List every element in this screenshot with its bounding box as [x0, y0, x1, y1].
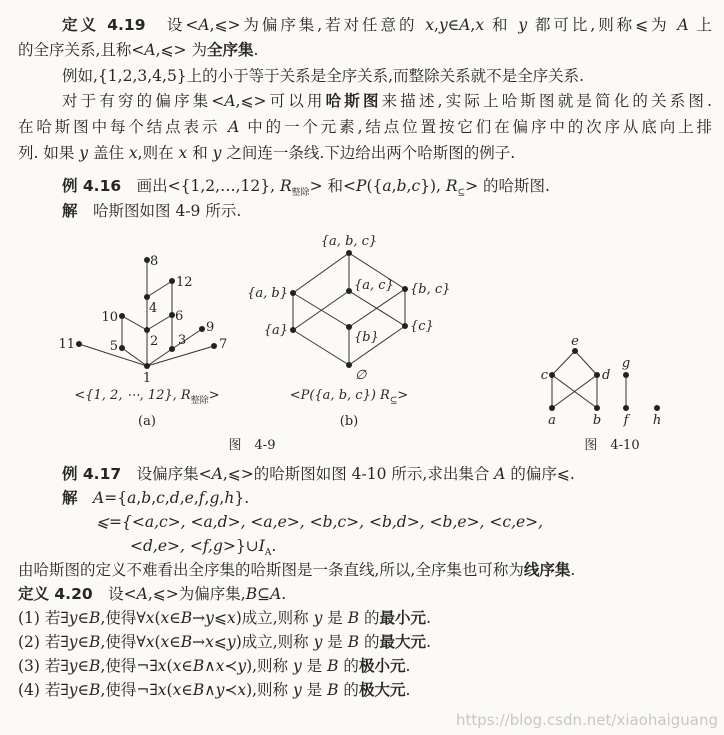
- text-segment: I: [258, 537, 265, 555]
- fig-4-9a-label: (a): [138, 414, 156, 429]
- node-label: {a, c}: [354, 278, 394, 293]
- text-segment: B: [327, 681, 339, 699]
- text-segment: }∪: [235, 537, 259, 555]
- text-segment: x: [145, 633, 155, 651]
- text-segment: y: [68, 633, 78, 651]
- fig-4-9a-caption: <{1, 2, ⋯, 12}, $R_{整除}>$: [74, 388, 220, 406]
- text-segment: 是: [322, 633, 348, 651]
- text-segment: x: [172, 681, 182, 699]
- text-segment: y: [518, 16, 528, 34]
- text-segment: 盖住: [88, 144, 129, 162]
- text-segment: y: [68, 609, 78, 627]
- bold-term: 定义 4.19: [62, 16, 146, 34]
- text-segment: ,: [204, 489, 210, 507]
- text-segment: 的: [338, 657, 359, 675]
- text-segment: x: [205, 633, 214, 651]
- text-segment: y: [68, 681, 78, 699]
- text-segment: c: [156, 489, 165, 507]
- text-segment: 和: [484, 16, 519, 34]
- node-label: b: [592, 413, 602, 428]
- fig-4-9b-label: (b): [339, 414, 359, 429]
- node-label: {a, b}: [247, 286, 288, 301]
- node-label: 3: [178, 333, 187, 348]
- bold-term: 解: [62, 202, 78, 220]
- hasse-edge: [293, 253, 349, 293]
- text-segment: .: [426, 633, 431, 651]
- hasse-node: [549, 372, 555, 378]
- text-segment: h: [224, 489, 235, 507]
- text-segment: .: [281, 585, 287, 603]
- text-segment: > 和<: [309, 177, 357, 195]
- text-segment: (: [154, 633, 161, 651]
- text-segment: y: [292, 657, 302, 675]
- text-segment: B: [180, 609, 193, 627]
- text-segment: ,: [391, 177, 397, 195]
- text-segment: 的全序关系,且称<: [18, 41, 145, 59]
- text-segment: y: [313, 609, 323, 627]
- hasse-node: [144, 327, 150, 333]
- text-segment: 都可比,则称⩽为: [527, 16, 678, 34]
- text-segment: R: [445, 177, 458, 195]
- text-segment: <d,e>, <f,g>: [130, 537, 236, 555]
- hasse-node: [199, 326, 205, 332]
- hasse-edge: [147, 281, 172, 297]
- text-segment: > 的哈斯图.: [465, 177, 550, 195]
- node-label: d: [602, 368, 611, 383]
- node-label: a: [548, 413, 556, 428]
- text-segment: y: [212, 144, 222, 162]
- text-segment: .: [253, 41, 259, 59]
- hasse-node: [594, 372, 600, 378]
- bold-term: 解: [62, 489, 78, 507]
- hasse-edge: [552, 351, 575, 375]
- node-label: 6: [175, 309, 184, 324]
- text-segment: 来描述,实际上哈斯图就是简化的关系图.: [381, 92, 712, 110]
- text-segment: y: [292, 681, 302, 699]
- text-segment: ∈: [77, 633, 90, 651]
- node-label: 2: [150, 334, 159, 349]
- text-segment: 的: [359, 609, 380, 627]
- text-segment: ,: [193, 489, 199, 507]
- text-segment: y: [438, 16, 448, 34]
- text-segment: B: [180, 633, 193, 651]
- text-segment: b: [141, 489, 152, 507]
- text-segment: B: [89, 609, 101, 627]
- bold-term: 最小元: [379, 609, 427, 627]
- text-segment: ∈: [447, 16, 460, 34]
- hasse-edge: [122, 348, 147, 366]
- node-label: f: [623, 413, 629, 428]
- text-segment: 列. 如果: [18, 144, 80, 162]
- hasse-node: [623, 372, 629, 378]
- text-segment: B: [347, 609, 360, 627]
- text-segment: R: [279, 177, 292, 195]
- bold-term: 例 4.16: [62, 177, 122, 195]
- text-segment: ∈: [181, 681, 193, 699]
- text-segment: 的偏序⩽.: [505, 465, 575, 483]
- text-segment: ,⩽>为偏序集,若对任意的: [209, 16, 426, 34]
- node-label: c: [540, 368, 548, 383]
- text-segment: x: [226, 609, 236, 627]
- node-label: {a, b, c}: [320, 234, 378, 249]
- text-segment: x: [145, 609, 155, 627]
- hasse-node: [549, 405, 555, 411]
- text-segment: a: [127, 489, 137, 507]
- hasse-edge: [147, 346, 214, 366]
- text-segment: (4) 若∃: [18, 681, 69, 699]
- text-segment: ∈: [169, 633, 181, 651]
- text-segment: 之间连一条线.下边给出两个哈斯图的例子.: [221, 144, 516, 162]
- hasse-edge: [575, 351, 597, 375]
- text-segment: ({: [366, 177, 383, 195]
- text-segment: x: [237, 681, 247, 699]
- bold-term: 最大元: [379, 633, 427, 651]
- text-segment: 对于有穷的偏序集<: [62, 92, 225, 110]
- text-segment: .: [405, 681, 411, 699]
- text-segment: a: [382, 177, 392, 195]
- text-segment: 是: [301, 657, 328, 675]
- text-segment: b: [396, 177, 407, 195]
- hasse-node: [623, 405, 629, 411]
- hasse-node: [290, 290, 296, 296]
- hasse-node: [169, 346, 175, 352]
- text-segment: ={: [104, 489, 128, 507]
- hasse-node: [594, 405, 600, 411]
- node-label: e: [571, 334, 579, 349]
- text-segment: 在哈斯图中每个结点表示: [18, 118, 229, 136]
- text-segment: 设偏序集<: [121, 465, 212, 483]
- node-label: 11: [58, 337, 75, 352]
- text-segment: }),: [420, 177, 446, 195]
- text-segment: x: [157, 657, 167, 675]
- text-segment: ,: [219, 489, 225, 507]
- text-segment: 的: [338, 681, 359, 699]
- hasse-node: [119, 345, 125, 351]
- text-segment: ∈: [181, 657, 193, 675]
- text-segment: B: [89, 633, 101, 651]
- hasse-edge: [293, 293, 349, 327]
- text-segment: ∈: [77, 657, 90, 675]
- text-segment: A: [198, 16, 210, 34]
- fig-4-9-title: 图 4-9: [228, 438, 276, 453]
- text-segment: x: [178, 144, 188, 162]
- text-segment: ,⩽>为偏序集,: [147, 585, 246, 603]
- hasse-edge: [172, 329, 202, 349]
- text-segment: )成立,则称: [235, 609, 314, 627]
- node-label: {c}: [410, 319, 434, 334]
- hasse-node: [211, 343, 217, 349]
- text-segment: y: [313, 633, 323, 651]
- text-segment: 画出<{1,2,…,12},: [121, 177, 280, 195]
- hasse-edge: [147, 349, 172, 366]
- text-segment: 是: [301, 681, 328, 699]
- text-segment: A: [494, 465, 506, 483]
- text-segment: 是: [322, 609, 348, 627]
- bold-term: 全序集: [206, 41, 254, 59]
- text-segment: x: [475, 16, 485, 34]
- text-segment: A: [270, 585, 282, 603]
- text-segment: P: [356, 177, 367, 195]
- text-segment: A: [677, 16, 689, 34]
- hasse-node: [654, 405, 660, 411]
- text-segment: .: [271, 537, 277, 555]
- text-segment: B: [347, 633, 360, 651]
- text-segment: ,⩽>可以用: [235, 92, 326, 110]
- text-segment: →: [192, 633, 206, 651]
- hasse-node: [119, 313, 125, 319]
- text-segment: ∈: [77, 681, 90, 699]
- text-segment: y: [79, 144, 89, 162]
- text-segment: ,: [434, 16, 439, 34]
- text-segment: (: [154, 609, 161, 627]
- text-segment: ,使得∀: [100, 609, 146, 627]
- text-segment: A: [224, 92, 236, 110]
- text-segment: B: [192, 681, 205, 699]
- text-segment: x: [172, 657, 182, 675]
- hasse-edge: [122, 316, 147, 330]
- hasse-node: [76, 341, 82, 347]
- hasse-node: [346, 324, 352, 330]
- text-segment: (1) 若∃: [18, 609, 69, 627]
- text-segment: ,使得¬∃: [100, 657, 158, 675]
- text-segment: 中的一个元素,结点位置按它们在偏序中的次序从底向上排: [239, 118, 712, 136]
- text-segment: ≺: [224, 657, 238, 675]
- text-segment: A: [228, 118, 240, 136]
- text-segment: 由哈斯图的定义不难看出全序集的哈斯图是一条直线,所以,全序集也可称为: [18, 561, 524, 579]
- text-segment: .: [426, 609, 431, 627]
- node-label: 4: [149, 301, 158, 316]
- bold-term: 极大元: [358, 681, 406, 699]
- text-segment: )成立,则称: [235, 633, 314, 651]
- text-segment: e: [184, 489, 194, 507]
- text-segment: A: [211, 465, 223, 483]
- text-segment: ,: [406, 177, 412, 195]
- text-segment: x: [425, 16, 435, 34]
- text-segment: ⊆: [257, 585, 271, 603]
- hasse-edge: [147, 315, 172, 330]
- node-label: 1: [142, 371, 152, 386]
- text-segment: ∧: [204, 681, 216, 699]
- hasse-node: [346, 288, 352, 294]
- text-segment: (: [166, 681, 173, 699]
- text-segment: ,: [151, 489, 157, 507]
- bold-term: 哈斯图: [325, 92, 382, 110]
- hasse-node: [346, 250, 352, 256]
- text-segment: 上: [688, 16, 712, 34]
- text-segment: y: [237, 657, 247, 675]
- text-segment: ,: [179, 489, 185, 507]
- text-segment: c: [411, 177, 421, 195]
- text-segment: ⩽: [213, 633, 227, 651]
- text-segment: B: [89, 657, 101, 675]
- node-label: {b, c}: [410, 282, 451, 297]
- hasse-node: [144, 363, 150, 369]
- text-segment: 整除: [291, 188, 310, 198]
- node-label: 10: [101, 310, 118, 325]
- text-segment: x: [128, 144, 138, 162]
- text-segment: A: [93, 489, 105, 507]
- text-segment: B: [245, 585, 258, 603]
- text-segment: ∈: [169, 609, 181, 627]
- text-segment: y: [68, 657, 78, 675]
- hasse-node: [144, 294, 150, 300]
- node-label: g: [621, 356, 631, 371]
- text-segment: g: [209, 489, 220, 507]
- hasse-node: [169, 278, 175, 284]
- bold-term: 例 4.17: [62, 465, 122, 483]
- text-segment: →: [192, 609, 206, 627]
- text-segment: ,使得∀: [100, 633, 146, 651]
- text-segment: 设<: [92, 585, 137, 603]
- text-segment: x: [215, 657, 225, 675]
- text-segment: ⩽: [213, 609, 227, 627]
- text-segment: y: [226, 633, 236, 651]
- text-segment: ),则称: [246, 681, 293, 699]
- text-segment: y: [205, 609, 214, 627]
- fig-4-10-title: 图 4-10: [584, 438, 640, 453]
- text-segment: ⊆: [457, 188, 466, 198]
- text-segment: x: [157, 681, 167, 699]
- text-segment: A: [136, 585, 148, 603]
- text-segment: f: [198, 489, 205, 507]
- text-segment: x: [160, 633, 170, 651]
- text-segment: ≺: [224, 681, 238, 699]
- text-segment: 例如,{1,2,3,4,5}上的小于等于关系是全序关系,而整除关系就不是全序关系.: [62, 67, 585, 85]
- text-segment: 设<: [145, 16, 199, 34]
- node-label: 8: [150, 254, 159, 269]
- text-segment: ,: [136, 489, 142, 507]
- text-segment: ,⩽>的哈斯图如图 4-10 所示,求出集合: [222, 465, 495, 483]
- bold-term: 线序集: [523, 561, 571, 579]
- fig-4-9b-caption: <P({a, b, c}) $R_⊆>$: [289, 388, 409, 406]
- hasse-node: [346, 362, 352, 368]
- text-segment: B: [327, 657, 339, 675]
- hasse-node: [402, 286, 408, 292]
- node-label: ∅: [355, 368, 367, 383]
- text-segment: ⩽={<a,c>, <a,d>, <a,e>, <b,c>, <b,d>, <b,e>, <c,e>,: [96, 513, 544, 531]
- node-label: 12: [176, 275, 193, 290]
- text-segment: ,则在: [137, 144, 179, 162]
- node-label: h: [652, 413, 662, 428]
- text-segment: }.: [234, 489, 250, 507]
- node-label: 9: [206, 320, 215, 335]
- text-segment: A: [144, 41, 156, 59]
- text-segment: x: [160, 609, 170, 627]
- node-label: {b}: [354, 330, 379, 345]
- text-segment: 和: [187, 144, 213, 162]
- node-label: 7: [219, 337, 228, 352]
- text-segment: y: [215, 681, 225, 699]
- text-segment: .: [570, 561, 576, 579]
- text-segment: d: [169, 489, 180, 507]
- watermark: https://blog.csdn.net/xiaohaiguang: [456, 711, 718, 729]
- hasse-node: [290, 327, 296, 333]
- hasse-node: [402, 323, 408, 329]
- text-segment: A: [459, 16, 471, 34]
- text-segment: ,使得¬∃: [100, 681, 158, 699]
- hasse-edge: [293, 330, 349, 365]
- text-segment: (3) 若∃: [18, 657, 69, 675]
- text-segment: ,: [164, 489, 170, 507]
- text-segment: B: [192, 657, 205, 675]
- text-segment: 哈斯图如图 4-9 所示.: [77, 202, 242, 220]
- text-segment: ,⩽> 为: [155, 41, 207, 59]
- node-label: {a}: [263, 323, 288, 338]
- text-segment: ),则称: [246, 657, 293, 675]
- text-segment: .: [405, 657, 411, 675]
- text-segment: 的: [359, 633, 380, 651]
- text-segment: ,: [470, 16, 476, 34]
- text-segment: A: [264, 548, 272, 558]
- bold-term: 极小元: [358, 657, 406, 675]
- text-segment: (: [166, 657, 173, 675]
- bold-term: 定义 4.20: [18, 585, 93, 603]
- text-segment: ∈: [77, 609, 90, 627]
- node-label: 5: [109, 339, 118, 354]
- text-segment: ∧: [204, 657, 216, 675]
- text-segment: (2) 若∃: [18, 633, 69, 651]
- text-segment: B: [89, 681, 101, 699]
